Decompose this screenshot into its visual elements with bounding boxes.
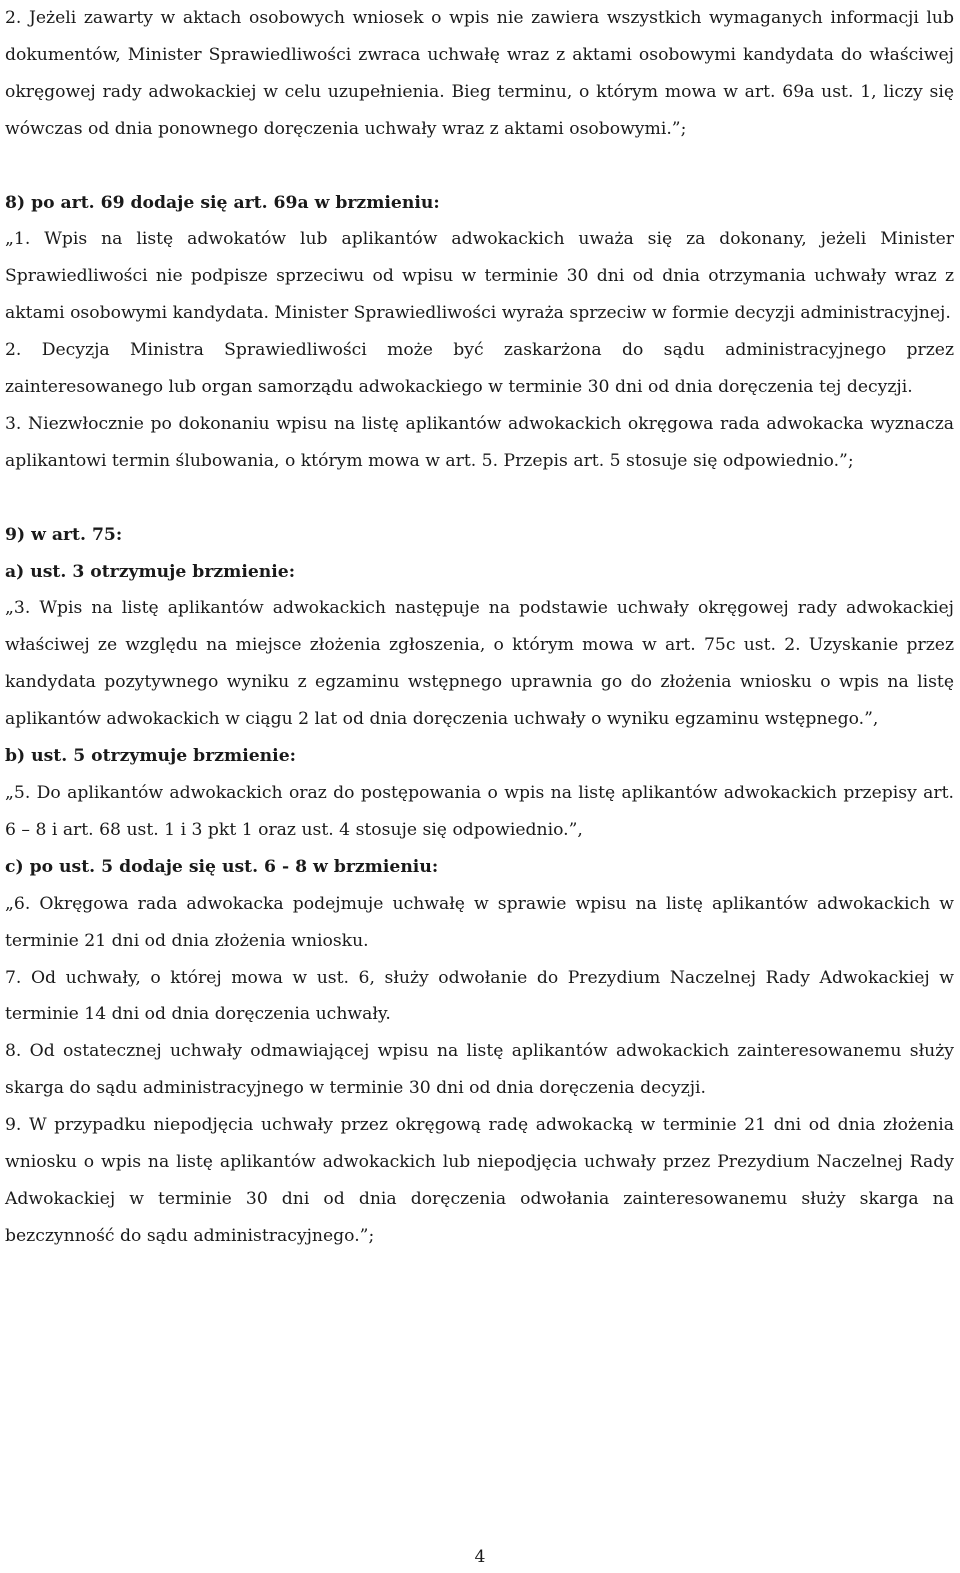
paragraph-69a-1: „1. Wpis na listę adwokatów lub aplikantów adwokackich uważa się za dokonany, jeżeli Minister Sprawiedliwości nie podpisze sprzeciwu od wpisu w terminie 30 dni od dnia otrzymania uchwały wraz z aktami osobowymi kandydata. Minister Sprawiedliwości wyraża sprzeciw w formie decyzji administracyjnej.	[5, 229, 954, 324]
heading-point-9a: a) ust. 3 otrzymuje brzmienie:	[5, 561, 296, 582]
paragraph-69a-3: 3. Niezwłocznie po dokonaniu wpisu na listę aplikantów adwokackich okręgowa rada adwokacka wyznacza aplikantowi termin ślubowania, o którym mowa w art. 5. Przepis art. 5 stosuje się odpowiednio.”;	[5, 413, 954, 471]
paragraph-69-2: 2. Jeżeli zawarty w aktach osobowych wniosek o wpis nie zawiera wszystkich wymaganych informacji lub dokumentów, Minister Sprawiedliwości zwraca uchwałę wraz z aktami osobowymi kandydata do właściwej okręgowej rady adwokackiej w celu uzupełnienia. Bieg terminu, o którym mowa w art. 69a ust. 1, liczy się wówczas od dnia ponownego doręczenia uchwały wraz z aktami osobowymi.”;	[5, 8, 954, 139]
paragraph-75-8: 8. Od ostatecznej uchwały odmawiającej wpisu na listę aplikantów adwokackich zainteresowanemu służy skarga do sądu administracyjnego w terminie 30 dni od dnia doręczenia decyzji.	[5, 1041, 954, 1099]
paragraph-75-9: 9. W przypadku niepodjęcia uchwały przez okręgową radę adwokacką w terminie 21 dni od dnia złożenia wniosku o wpis na listę aplikantów adwokackich lub niepodjęcia uchwały przez Prezydium Naczelnej Rady Adwokackiej w terminie 30 dni od dnia doręczenia odwołania zainteresowanemu służy skarga na bezczynność do sądu administracyjnego.”;	[5, 1115, 954, 1246]
paragraph-75-3: „3. Wpis na listę aplikantów adwokackich następuje na podstawie uchwały okręgowej rady adwokackiej właściwej ze względu na miejsce złożenia zgłoszenia, o którym mowa w art. 75c ust. 2. Uzyskanie przez kandydata pozytywnego wyniku z egzaminu wstępnego uprawnia go do złożenia wniosku o wpis na listę aplikantów adwokackich w ciągu 2 lat od dnia doręczenia uchwały o wyniku egzaminu wstępnego.”,	[5, 598, 954, 730]
paragraph-69a-2: 2. Decyzja Ministra Sprawiedliwości może być zaskarżona do sądu administracyjnego przez zainteresowanego lub organ samorządu adwokackiego w terminie 30 dni od dnia doręczenia tej decyzji.	[5, 340, 954, 398]
heading-point-9c: c) po ust. 5 dodaje się ust. 6 - 8 w brzmieniu:	[5, 856, 439, 877]
heading-point-9: 9) w art. 75:	[5, 524, 123, 545]
paragraph-75-6: „6. Okręgowa rada adwokacka podejmuje uchwałę w sprawie wpisu na listę aplikantów adwokackich w terminie 21 dni od dnia złożenia wniosku.	[5, 893, 954, 951]
document-page	[5, 0, 954, 1255]
page-number: 4	[474, 1547, 486, 1567]
spacer	[5, 480, 954, 517]
heading-point-9b: b) ust. 5 otrzymuje brzmienie:	[5, 746, 296, 767]
paragraph-75-5: „5. Do aplikantów adwokackich oraz do postępowania o wpis na listę aplikantów adwokackich przepisy art. 6 – 8 i art. 68 ust. 1 i 3 pkt 1 oraz ust. 4 stosuje się odpowiednio.”,	[5, 783, 954, 840]
paragraph-75-7: 7. Od uchwały, o której mowa w ust. 6, służy odwołanie do Prezydium Naczelnej Rady Adwokackiej w terminie 14 dni od dnia doręczenia uchwały.	[5, 967, 954, 1025]
heading-point-8: 8) po art. 69 dodaje się art. 69a w brzmieniu:	[5, 192, 440, 213]
spacer	[5, 148, 954, 185]
